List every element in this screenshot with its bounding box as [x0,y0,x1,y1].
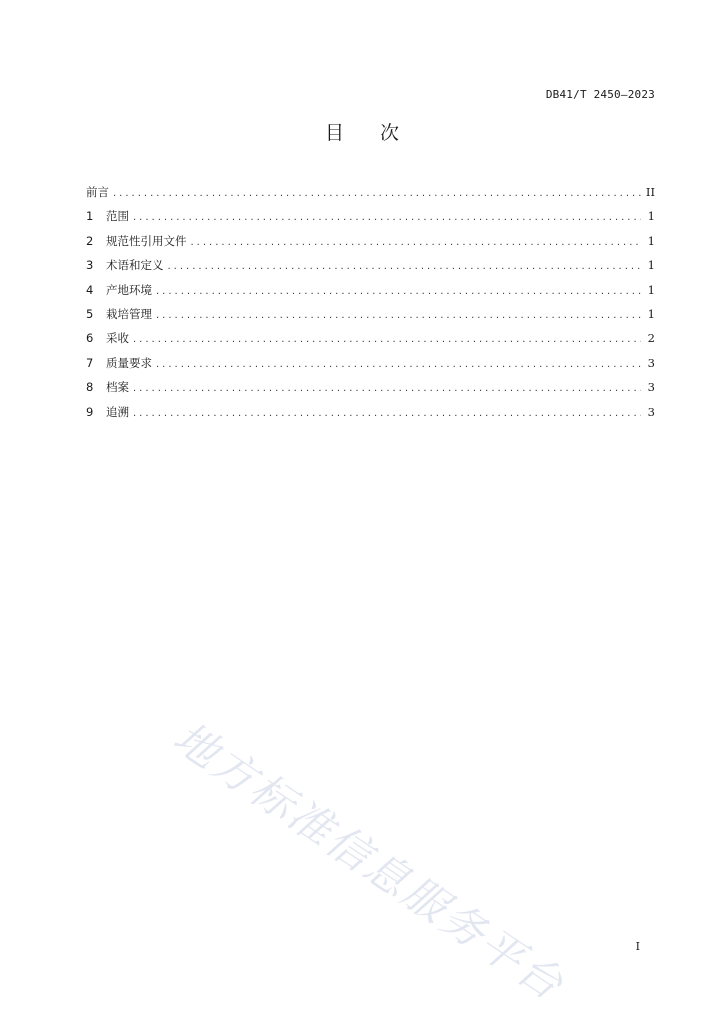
toc-page: 3 [647,355,655,370]
toc-page: 1 [647,233,655,248]
toc-number: 8 [86,380,94,395]
toc-page: 1 [647,258,655,273]
document-code: DB41/T 2450—2023 [545,88,655,101]
toc-label: 规范性引用文件 [106,233,187,248]
toc-label: 质量要求 [106,355,152,370]
toc-page: 2 [647,331,655,346]
toc-leader [156,304,641,328]
toc-number: 5 [86,306,94,321]
toc-number: 2 [86,233,94,248]
toc-label: 产地环境 [106,282,152,297]
toc-label: 术语和定义 [106,258,164,273]
toc-page: II [645,185,655,199]
toc-leader [133,328,641,352]
toc-number: 1 [86,209,94,224]
toc-leader [113,182,641,206]
toc-number: 7 [86,355,94,370]
toc-entry-5[interactable] [86,302,655,326]
toc-leader [133,377,641,401]
toc-leader [133,206,641,230]
page-title [0,118,724,145]
title-char-right: 次 [380,122,400,144]
toc-number: 9 [86,404,94,419]
toc-label: 栽培管理 [106,306,152,321]
title-char-left: 目 [324,122,344,144]
toc-entry-3[interactable] [86,253,655,277]
toc-page: 1 [647,306,655,321]
toc-entry-1[interactable] [86,204,655,228]
watermark: 地方标准信息服务平台 [164,712,574,1012]
toc-leader [191,231,642,255]
toc-leader [156,353,641,377]
toc-leader [168,255,642,279]
toc-number: 3 [86,258,94,273]
toc-entry-8[interactable] [86,375,655,399]
toc-label: 档案 [106,380,129,395]
toc-leader [133,402,641,426]
toc-label: 追溯 [106,404,129,419]
toc-leader [156,280,641,304]
toc-label: 前言 [86,185,109,199]
toc-entry-2[interactable] [86,229,655,253]
page-number: I [635,940,640,953]
toc-number: 6 [86,331,94,346]
toc-page: 3 [647,380,655,395]
toc-entry-6[interactable] [86,326,655,350]
toc-page: 3 [647,404,655,419]
toc-entry-4[interactable] [86,278,655,302]
toc-entry-9[interactable] [86,400,655,424]
toc-page: 1 [647,282,655,297]
toc-label: 范围 [106,209,129,224]
toc-label: 采收 [106,331,129,346]
toc-entry-7[interactable] [86,351,655,375]
table-of-contents [86,180,655,424]
toc-number: 4 [86,282,94,297]
toc-page: 1 [647,209,655,224]
toc-entry-preface[interactable] [86,180,655,204]
